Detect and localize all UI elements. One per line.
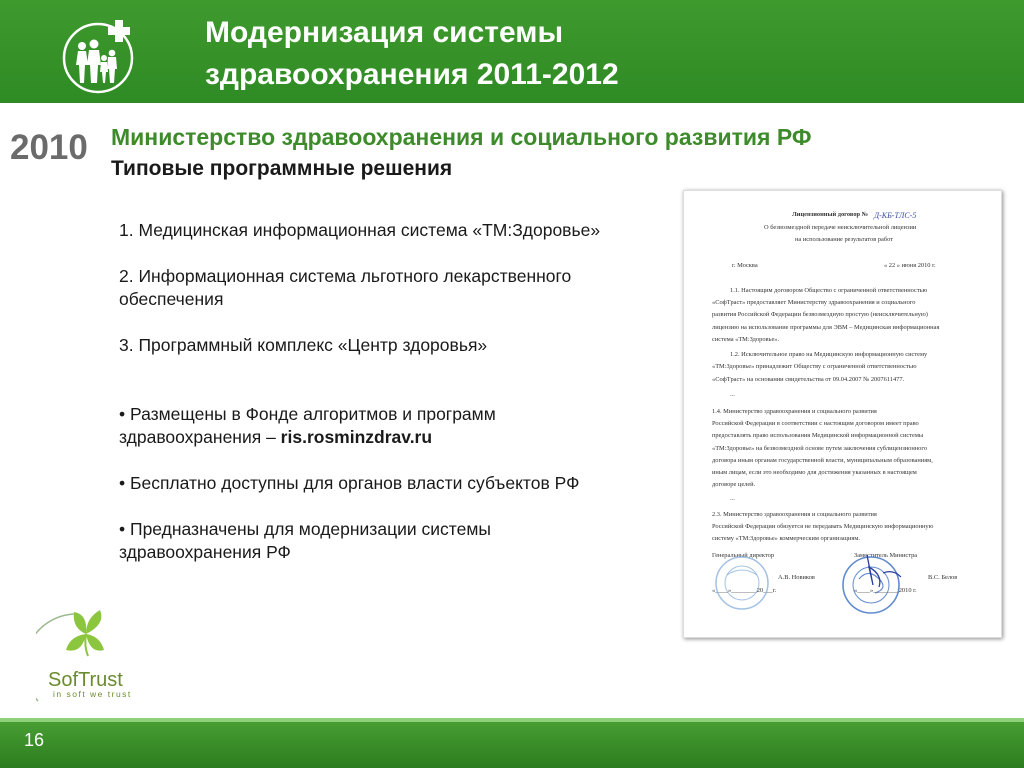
doc-text-line: «ТМ:Здоровье» на безвозмездной основе путем заключения сублицензионного bbox=[712, 445, 928, 452]
doc-text-line: лицензию на использование программы для ЭВМ – Медицинская информационная bbox=[712, 324, 940, 331]
doc-text-line: 1.2. Исключительное право на Медицинскую информационную систему bbox=[730, 351, 928, 358]
doc-text-line: система «ТМ:Здоровье». bbox=[712, 336, 780, 343]
doc-subtitle-2: на использование результатов работ bbox=[795, 236, 893, 243]
ministry-stamp bbox=[839, 549, 929, 619]
signature-right-role: Заместитель Министра bbox=[854, 552, 918, 559]
list-item: 3. Программный комплекс «Центр здоровья» bbox=[119, 335, 488, 355]
list-item: 1. Медицинская информационная система «ТМ:Здоровье» bbox=[119, 220, 601, 240]
bullet-item: • Предназначены для модернизации системы здравоохранения РФ bbox=[119, 519, 491, 562]
doc-text-line: Российской Федерации в соответствии с настоящим договором имеет право bbox=[712, 420, 919, 427]
doc-text-line: ... bbox=[730, 391, 735, 398]
footer-bar bbox=[0, 718, 1024, 768]
doc-text-line: «СофТраст» предоставляет Министерству здравоохранения и социального bbox=[712, 299, 916, 306]
doc-text-line: предоставлять право использования Медицинской информационной системы bbox=[712, 432, 924, 439]
page-number: 16 bbox=[24, 730, 45, 750]
footer-divider bbox=[0, 718, 1024, 722]
doc-text-line: развития Российской Федерации безвозмездную простую (неисключительную) bbox=[712, 311, 928, 318]
signature-left-name: А.В. Новиков bbox=[778, 574, 815, 581]
softtrust-tagline: in soft we trust bbox=[53, 689, 132, 699]
doc-text-line: «ТМ:Здоровье» принадлежит Обществу с ограниченной ответственностью bbox=[712, 363, 917, 370]
doc-text-line: 1.1. Настоящим договором Общество с ограниченной ответственностью bbox=[730, 287, 928, 294]
signature-left-role: Генеральный директор bbox=[712, 552, 775, 559]
ministry-heading: Министерство здравоохранения и социального развития РФ bbox=[111, 124, 812, 150]
registry-link[interactable]: ris.rosminzdrav.ru bbox=[280, 427, 433, 447]
softtrust-logo bbox=[36, 596, 146, 706]
doc-text-line: систему «ТМ:Здоровье» коммерческим организациям. bbox=[712, 535, 860, 542]
doc-number: Д-КБ-ТЛС-5 bbox=[874, 211, 917, 220]
doc-text-line: «СофТраст» на основании свидетельства от 09.04.2007 № 2007611477. bbox=[712, 376, 905, 383]
doc-date: « 22 » июня 2010 г. bbox=[884, 262, 936, 269]
title-line-2: здравоохранения 2011-2012 bbox=[205, 58, 619, 91]
doc-text-line: 2.3. Министерство здравоохранения и социального развития bbox=[712, 511, 877, 518]
doc-text-line: договора иным органам государственной власти, муниципальным образованиям, bbox=[712, 457, 933, 464]
year-label: 2010 bbox=[10, 128, 88, 167]
doc-text-line: ... bbox=[730, 495, 735, 502]
bullet-text: • Размещены в Фонде алгоритмов и программ здравоохранения – bbox=[119, 404, 496, 447]
health-family-logo bbox=[60, 18, 136, 94]
doc-text-line: 1.4. Министерство здравоохранения и социального развития bbox=[712, 408, 877, 415]
signature-left-date: «____»________20___г. bbox=[712, 587, 777, 594]
bullet-item: • Бесплатно доступны для органов власти субъектов РФ bbox=[119, 473, 580, 493]
doc-text-line: Российской Федерации обязуется не передавать Медицинскую информационную bbox=[712, 523, 934, 530]
doc-subtitle-1: О безвозмездной передаче неисключительной лицензии bbox=[764, 224, 917, 231]
license-agreement-document bbox=[683, 190, 1002, 638]
bullet-item bbox=[119, 403, 589, 449]
signature-right-name: В.С. Белов bbox=[928, 574, 958, 581]
softtrust-name: SofTrust bbox=[48, 669, 123, 691]
list-item: 2. Информационная система льготного лекарственного обеспечения bbox=[119, 266, 572, 309]
doc-text-line: иным лицам, если это необходимо для достижения указанных в настоящем bbox=[712, 469, 917, 476]
page-title bbox=[205, 12, 619, 96]
doc-title: Лицензионный договор № bbox=[792, 211, 869, 218]
company-stamp bbox=[712, 553, 782, 613]
doc-text-line: договоре целей. bbox=[712, 481, 756, 488]
main-content bbox=[119, 219, 679, 564]
doc-city: г. Москва bbox=[732, 262, 758, 269]
signature-right-date: «____»________2010 г. bbox=[854, 587, 917, 594]
section-subtitle: Типовые программные решения bbox=[111, 157, 453, 180]
title-line-1: Модернизация системы bbox=[205, 16, 564, 49]
